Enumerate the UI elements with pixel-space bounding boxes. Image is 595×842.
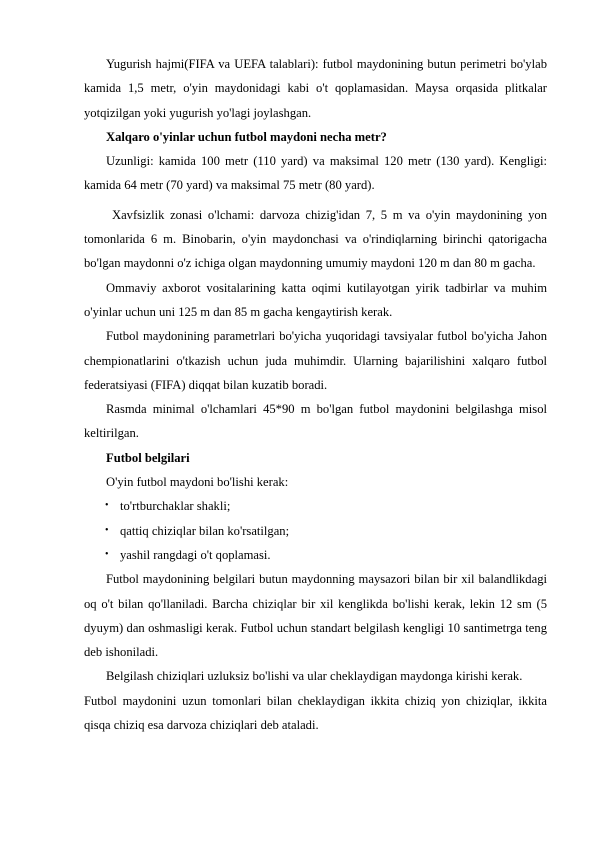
bullet-icon: •	[105, 548, 109, 560]
requirements-list	[84, 494, 547, 567]
list-item	[84, 519, 547, 543]
paragraph-running-track: Yugurish hajmi(FIFA va UEFA talablari): futbol maydonining butun perimetri bo'ylab kamida 1,5 metr, o'yin maydonidagi kabi o't qoplamasidan. Maysa orqasida plitkalar yotqizilgan yoki yugurish yo'lagi joylashgan.	[84, 57, 547, 120]
paragraph-figure-example: Rasmda minimal o'lchamlari 45*90 m bo'lgan futbol maydonini belgilashga misol keltirilgan.	[84, 402, 547, 441]
paragraph-length-width: Uzunligi: kamida 100 metr (110 yard) va maksimal 120 metr (130 yard). Kengligi: kamida 64 metr (70 yard) va maksimal 75 metr (80 yard).	[84, 154, 547, 193]
heading-international-field-size: Xalqaro o'yinlar uchun futbol maydoni necha metr?	[106, 129, 387, 144]
paragraph-fifa-recommendations: Futbol maydonining parametrlari bo'yicha yuqoridagi tavsiyalar futbol bo'yicha Jahon chempionatlarini o'tkazish uchun juda muhimdir. Ularning bajarilishini xalqaro futbol federatsiyasi (FIFA) diqqat bilan kuzatib boradi.	[84, 329, 547, 392]
paragraph-continuous-lines: Belgilash chiziqlari uzluksiz bo'lishi va ular cheklaydigan maydonga kirishi kerak.	[106, 669, 523, 684]
paragraph-marking-lines: Futbol maydonining belgilari butun maydonning maysazori bilan bir xil balandlikdagi oq o't bilan qo'llaniladi. Barcha chiziqlar bir xil kenglikda bo'lishi kerak, lekin 12 sm (5 dyuym) dan oshmasligi kerak. Futbol uchun standart belgilash kengligi 10 santimetrga teng deb ishoniladi.	[84, 572, 547, 660]
document-page	[84, 52, 547, 737]
list-item-text: to'rtburchaklar shakli;	[120, 499, 231, 514]
heading-football-markings: Futbol belgilari	[106, 450, 190, 465]
paragraph-media-events: Ommaviy axborot vositalarining katta oqimi kutilayotgan yirik tadbirlar va muhim o'yinlar uchun uni 125 m dan 85 m gacha kengaytirish kerak.	[84, 280, 547, 319]
paragraph-field-requirements: O'yin futbol maydoni bo'lishi kerak:	[106, 475, 289, 490]
list-item-text: yashil rangdagi o't qoplamasi.	[120, 547, 271, 562]
list-item-text: qattiq chiziqlar bilan ko'rsatilgan;	[120, 523, 290, 538]
paragraph-touch-goal-lines: Futbol maydonini uzun tomonlari bilan cheklaydigan ikkita chiziq yon chiziqlar, ikkita qisqa chiziq esa darvoza chiziqlari deb ataladi.	[84, 693, 547, 733]
bullet-icon: •	[105, 524, 109, 536]
paragraph-safety-zone: Xavfsizlik zonasi o'lchami: darvoza chizig'idan 7, 5 m va o'yin maydonining yon tomonlarida 6 m. Binobarin, o'yin maydonchasi va o'rindiqlarning birinchi qatorigacha bo'lgan maydonni o'z ichiga olgan maydonning umumiy maydoni 120 m dan 80 m gacha.	[84, 207, 547, 271]
list-item	[84, 543, 547, 567]
list-item	[84, 494, 547, 518]
bullet-icon: •	[105, 500, 109, 512]
